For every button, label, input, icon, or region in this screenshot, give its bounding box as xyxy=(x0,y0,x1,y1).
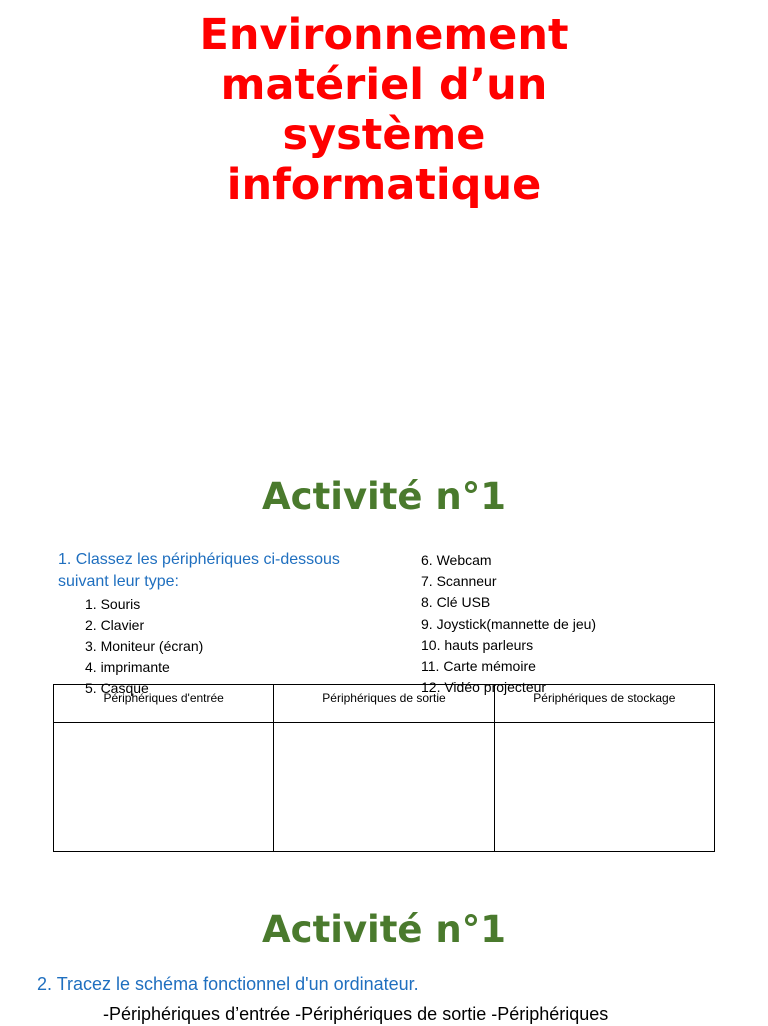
list-item: 5. Casque xyxy=(85,680,149,696)
table-header-row xyxy=(54,685,715,723)
page-title xyxy=(0,10,768,210)
activity-1-title: Activité n°1 xyxy=(262,475,506,518)
header-input-devices: Périphériques d'entrée xyxy=(54,685,274,723)
activity-2-title: Activité n°1 xyxy=(262,908,506,951)
list-item: 6. Webcam xyxy=(421,552,492,568)
title-line-2: matériel d’un xyxy=(220,60,548,110)
list-item: 11. Carte mémoire xyxy=(421,658,536,675)
list-item: 8. Clé USB xyxy=(421,594,491,611)
cell-output-devices[interactable] xyxy=(274,723,494,852)
device-list-right xyxy=(421,550,596,698)
table-row xyxy=(54,723,715,852)
list-item: 7. Scanneur xyxy=(421,573,497,590)
list-item: 9. Joystick(mannette de jeu) xyxy=(421,615,597,632)
title-line-3: système xyxy=(282,110,486,160)
title-line-4: informatique xyxy=(226,160,542,210)
classification-table xyxy=(53,684,715,852)
title-line-1: Environnement xyxy=(199,10,569,60)
cell-input-devices[interactable] xyxy=(54,723,274,852)
header-output-devices: Périphériques de sortie xyxy=(274,685,494,723)
cell-storage-devices[interactable] xyxy=(494,723,714,852)
header-storage-devices: Périphériques de stockage xyxy=(494,685,714,723)
list-item: 4. imprimante xyxy=(85,659,170,675)
activity-2-question: 2. Tracez le schéma fonctionnel d'un ordinateur. xyxy=(37,974,419,994)
activity-2-subline: -Périphériques d’entrée -Périphériques de sortie -Périphériques xyxy=(103,1004,609,1024)
list-item: 3. Moniteur (écran) xyxy=(85,638,204,654)
list-item: 1. Souris xyxy=(85,596,141,612)
activity-1-question: 1. Classez les périphériques ci-dessous suivant leur type: xyxy=(58,551,340,590)
list-item: 12. Vidéo projecteur xyxy=(421,679,547,696)
list-item: 10. hauts parleurs xyxy=(421,636,534,653)
list-item: 2. Clavier xyxy=(85,617,145,633)
